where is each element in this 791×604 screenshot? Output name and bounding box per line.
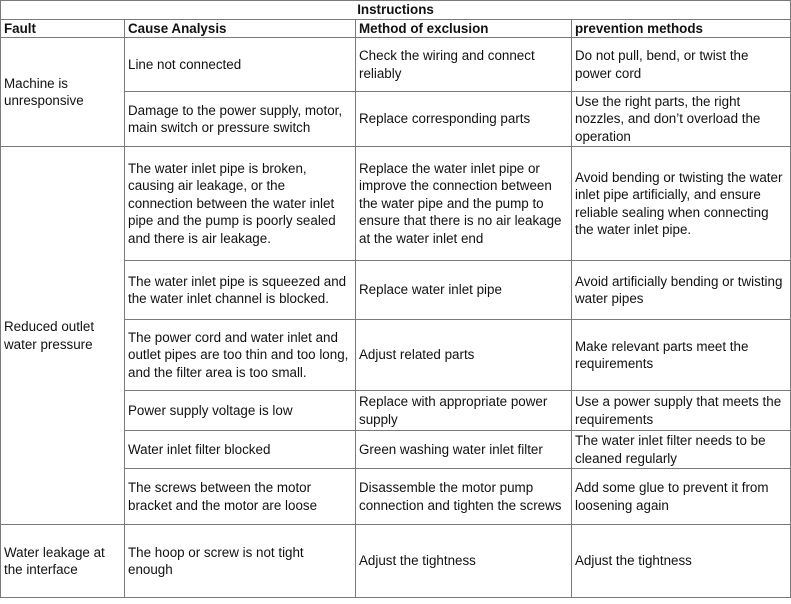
fault-cell: Water leakage at the interface — [1, 525, 125, 598]
table-row — [1, 38, 791, 92]
table-row — [1, 525, 791, 598]
cause-cell: The hoop or screw is not tight enough — [125, 525, 356, 598]
fault-cell: Reduced outlet water pressure — [1, 147, 125, 525]
method-cell: Adjust the tightness — [356, 525, 572, 598]
method-cell: Green washing water inlet filter — [356, 431, 572, 469]
prevention-cell: Use a power supply that meets the requirements — [572, 391, 791, 431]
header-fault: Fault — [1, 19, 125, 38]
cause-cell: The screws between the motor bracket and the motor are loose — [125, 469, 356, 525]
fault-cell: Machine is unresponsive — [1, 38, 125, 147]
method-cell: Check the wiring and connect reliably — [356, 38, 572, 92]
method-cell: Replace with appropriate power supply — [356, 391, 572, 431]
header-prevention-methods: prevention methods — [572, 19, 791, 38]
prevention-cell: The water inlet filter needs to be cleaned regularly — [572, 431, 791, 469]
method-cell: Replace the water inlet pipe or improve the connection between the water pipe and the pump to ensure that there is no air leakage at the water inlet end — [356, 147, 572, 261]
cause-cell: The power cord and water inlet and outlet pipes are too thin and too long, and the filter area is too small. — [125, 320, 356, 391]
prevention-cell: Avoid artificially bending or twisting water pipes — [572, 261, 791, 320]
prevention-cell: Do not pull, bend, or twist the power cord — [572, 38, 791, 92]
table-row — [1, 147, 791, 261]
header-cause-analysis: Cause Analysis — [125, 19, 356, 38]
cause-cell: Power supply voltage is low — [125, 391, 356, 431]
prevention-cell: Add some glue to prevent it from loosening again — [572, 469, 791, 525]
cause-cell: Damage to the power supply, motor, main switch or pressure switch — [125, 92, 356, 147]
header-method-of-exclusion: Method of exclusion — [356, 19, 572, 38]
cause-cell: Line not connected — [125, 38, 356, 92]
cause-cell: The water inlet pipe is broken, causing air leakage, or the connection between the water inlet pipe and the pump is poorly sealed and there is air leakage. — [125, 147, 356, 261]
cause-cell: The water inlet pipe is squeezed and the water inlet channel is blocked. — [125, 261, 356, 320]
table-title: Instructions — [1, 1, 791, 20]
prevention-cell: Adjust the tightness — [572, 525, 791, 598]
prevention-cell: Use the right parts, the right nozzles, and don’t overload the operation — [572, 92, 791, 147]
method-cell: Disassemble the motor pump connection and tighten the screws — [356, 469, 572, 525]
method-cell: Replace water inlet pipe — [356, 261, 572, 320]
prevention-cell: Make relevant parts meet the requirements — [572, 320, 791, 391]
method-cell: Replace corresponding parts — [356, 92, 572, 147]
cause-cell: Water inlet filter blocked — [125, 431, 356, 469]
method-cell: Adjust related parts — [356, 320, 572, 391]
prevention-cell: Avoid bending or twisting the water inlet pipe artificially, and ensure reliable sealing when connecting the water inlet pipe. — [572, 147, 791, 261]
